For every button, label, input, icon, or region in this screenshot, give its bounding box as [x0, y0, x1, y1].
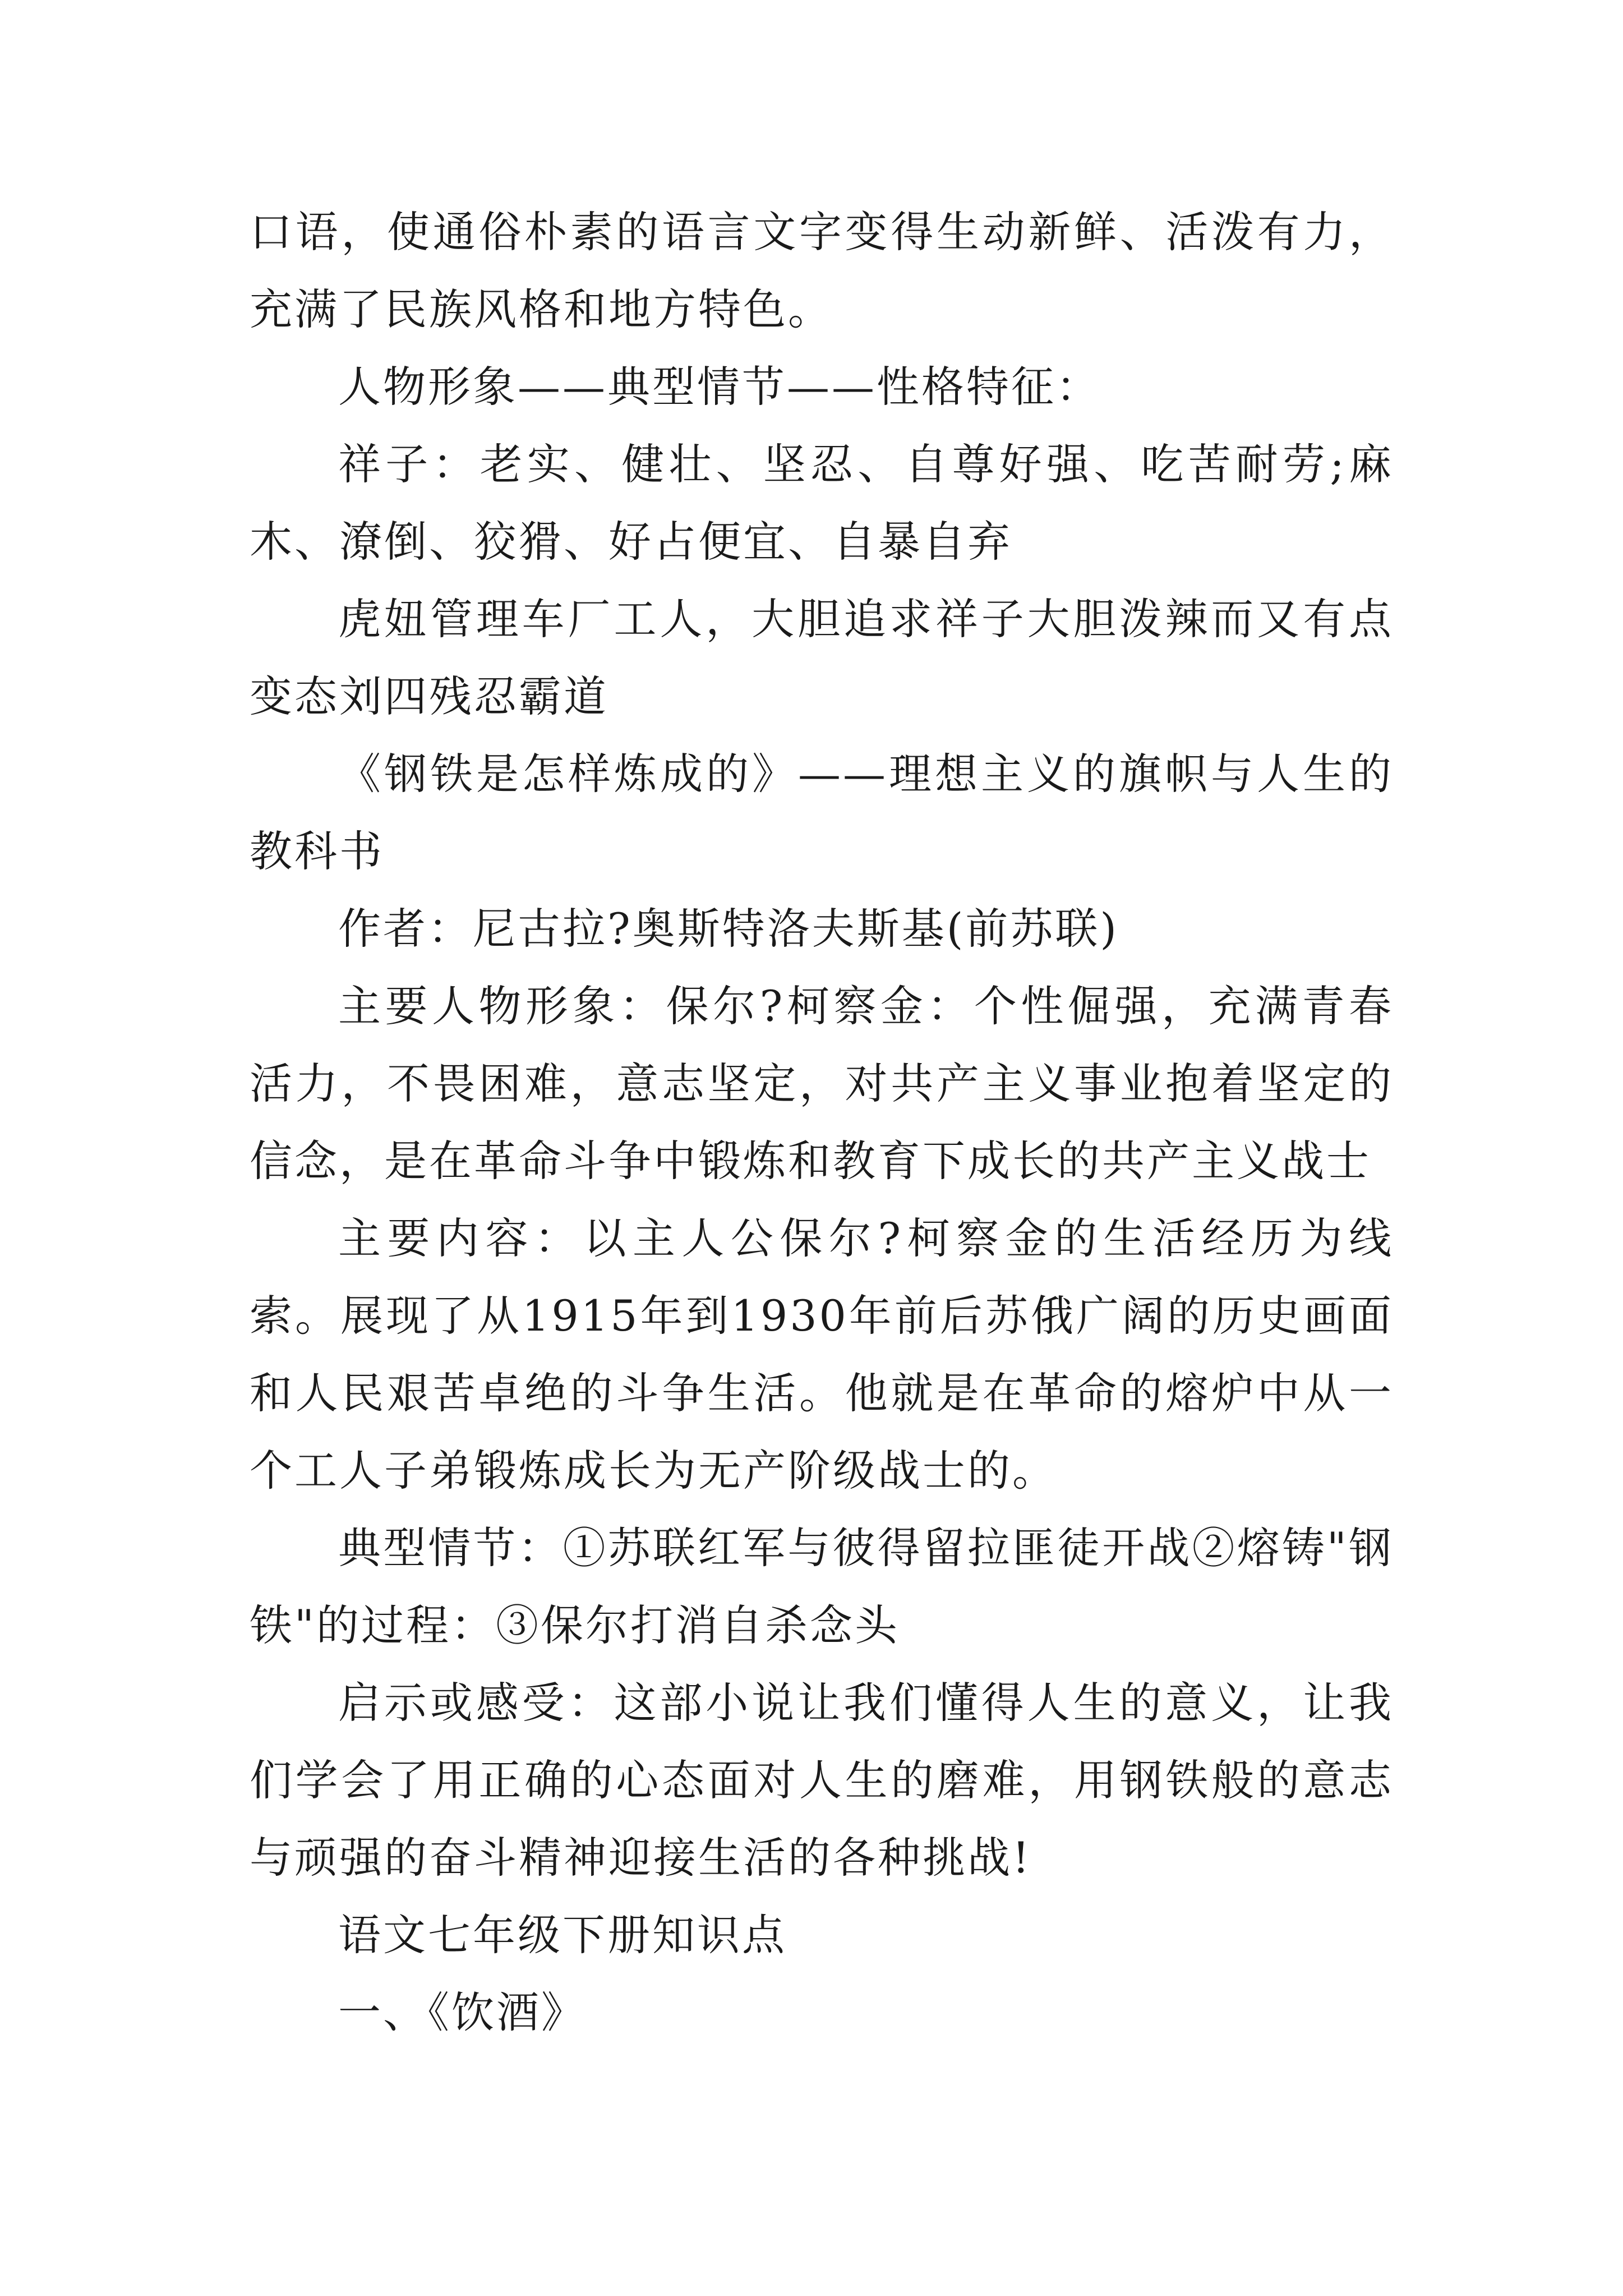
paragraph: 作者：尼古拉?奥斯特洛夫斯基(前苏联)	[338, 904, 1119, 954]
paragraph: 典型情节：①苏联红军与彼得留拉匪徒开战②熔铸"钢铁"的过程：③保尔打消自杀念头	[250, 1523, 1394, 1650]
paragraph: 《钢铁是怎样炼成的》——理想主义的旗帜与人生的教科书	[250, 749, 1394, 876]
paragraph: 人物形象——典型情节——性格特征：	[338, 362, 1101, 412]
subsection-heading: 一、《饮酒》	[338, 1987, 586, 2037]
paragraph: 主要人物形象：保尔?柯察金：个性倔强，充满青春活力，不畏困难，意志坚定，对共产主义事业抱着坚定的信念，是在革命斗争中锻炼和教育下成长的共产主义战士	[250, 981, 1394, 1186]
paragraph: 口语，使通俗朴素的语言文字变得生动新鲜、活泼有力，充满了民族风格和地方特色。	[250, 207, 1394, 334]
paragraph: 虎妞管理车厂工人，大胆追求祥子大胆泼辣而又有点变态刘四残忍霸道	[250, 594, 1394, 721]
paragraph: 启示或感受：这部小说让我们懂得人生的意义，让我们学会了用正确的心态面对人生的磨难，用钢铁般的意志与顽强的奋斗精神迎接生活的各种挑战!	[250, 1678, 1394, 1883]
paragraph: 主要内容：以主人公保尔?柯察金的生活经历为线索。展现了从1915年到1930年前后苏俄广阔的历史画面和人民艰苦卓绝的斗争生活。他就是在革命的熔炉中从一个工人子弟锻炼成长为无产阶级战士的。	[250, 1213, 1394, 1496]
section-heading: 语文七年级下册知识点	[338, 1910, 787, 1960]
paragraph: 祥子：老实、健壮、坚忍、自尊好强、吃苦耐劳;麻木、潦倒、狡猾、好占便宜、自暴自弃	[250, 439, 1394, 567]
document-body	[250, 194, 1394, 2051]
